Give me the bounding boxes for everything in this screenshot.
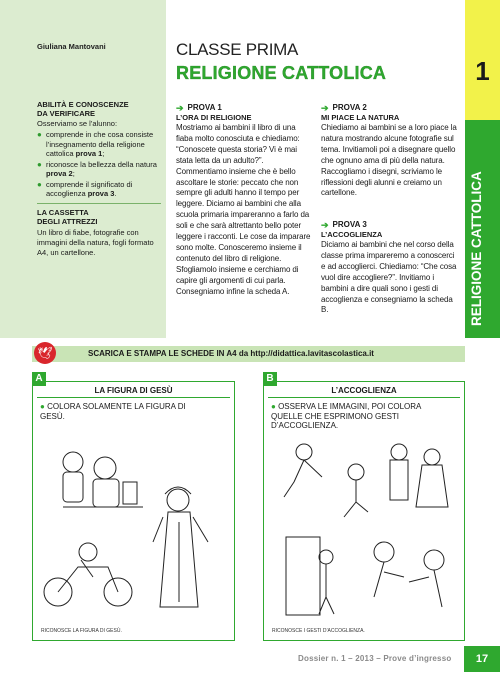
worksheet-a-title: LA FIGURA DI GESÙ <box>94 386 173 395</box>
footer-publication: Dossier n. 1 – 2013 – Prove d’ingresso <box>298 654 452 663</box>
dove-icon: 🕊 <box>34 342 56 364</box>
page-subtitle: RELIGIONE CATTOLICA <box>176 63 387 83</box>
test-1 <box>176 103 314 298</box>
bullet-icon: ● <box>37 159 42 169</box>
children-playing-drawing <box>284 444 368 517</box>
arrow-right-icon: ➔ <box>321 220 329 230</box>
motorbike-drawing <box>44 543 132 606</box>
download-banner <box>32 346 465 362</box>
abilities-list <box>37 130 161 199</box>
bullet-icon: ● <box>37 179 42 189</box>
author-name: Giuliana Mantovani <box>37 42 106 51</box>
divider <box>37 203 161 204</box>
worksheet-a-illustration <box>33 382 236 642</box>
page-title: CLASSE PRIMA <box>176 40 299 59</box>
couple-drawing <box>390 444 448 507</box>
abilities-intro: Osserviamo se l’alunno: <box>37 119 118 128</box>
bullet-icon: ● <box>37 130 42 139</box>
worksheet-a <box>32 373 235 641</box>
test-1-title: L’ORA DI RELIGIONE <box>176 113 252 122</box>
test-3-title: L’ACCOGLIENZA <box>321 230 383 239</box>
test-3-text: Diciamo ai bambini che nel corso della classe prima impareremo a conoscerci e ad accoglierci. Chiediamo: “Che cosa vuol dire accogliere?”. Invitiamo i bambini a dire quali sono i gesti di accoglienza e consegniamo la scheda B. <box>321 240 457 315</box>
list-item: ● comprende in che cosa consiste l’insegnamento della religione cattolica prova 1; <box>37 130 154 158</box>
worksheet-a-instruction: ● COLORA SOLAMENTE LA FIGURA DI GESÙ. <box>40 402 186 421</box>
test-2-text: Chiediamo ai bambini se a loro piace la natura mostrando alcune fotografie sul tema. Invitiamoli poi a disegnare quello che ognuno ama di più della natura. Raccogliamo i disegni, scriviamo le riflessioni degli alunni e creiamo un cartellone. <box>321 123 457 198</box>
chapter-number: 1 <box>475 56 490 86</box>
worksheet-b-footer: RICONOSCE I GESTI D’ACCOGLIENZA. <box>272 628 365 634</box>
materials-text: Un libro di fiabe, fotografie con immagini della natura, fogli formato A4, un cartellone. <box>37 227 154 257</box>
download-link[interactable]: SCARICA E STAMPA LE SCHEDE IN A4 da http://didattica.lavitascolastica.it <box>88 349 374 358</box>
abilities-box <box>37 100 161 258</box>
kids-fighting-drawing <box>374 542 444 607</box>
chapter-tab <box>465 0 500 338</box>
test-3-label: ➔ PROVA 3 <box>321 220 367 230</box>
worksheet-a-letter: A <box>32 372 46 386</box>
test-1-label: ➔ PROVA 1 <box>176 103 222 113</box>
materials-heading: LA CASSETTA DEGLI ATTREZZI <box>37 207 98 226</box>
abilities-heading: ABILITÀ E CONOSCENZE DA VERIFICARE <box>37 100 129 118</box>
mechanic-drawing <box>63 452 143 507</box>
arrow-right-icon: ➔ <box>176 103 184 113</box>
worksheet-b-illustration <box>264 382 466 642</box>
test-3 <box>321 220 459 316</box>
list-item: ● riconosce la bellezza della natura prova 2; <box>37 159 157 178</box>
worksheet-a-footer: RICONOSCE LA FIGURA DI GESÙ. <box>41 628 122 634</box>
chapter-vertical-label: RELIGIONE CATTOLICA <box>469 171 484 326</box>
test-2 <box>321 103 459 199</box>
test-1-text: Mostriamo ai bambini il libro di una fiaba molto conosciuta e chiediamo: “Conoscete questa storia? Vi è mai stata letta da un adulto?”. Commentiamo insieme che è bello ascoltare le storie: peccato che non sempre gli adulti hanno il tempo per leggere. Diciamo ai bambini che alla scuola primaria impareranno a farlo da soli e che sarà altrettanto bello poter leggere i racconti. Le cose da imparare sono molte. Conosceremo insieme il contenuto del libro di religione. Sfogliamolo insieme e cerchiamo di capire gli argomenti di cui parla. Consegniamo infine la scheda A. <box>176 123 311 296</box>
worksheet-b-letter: B <box>263 372 277 386</box>
page-number: 17 <box>464 646 500 672</box>
test-2-label: ➔ PROVA 2 <box>321 103 367 113</box>
worksheet-b-title: L’ACCOGLIENZA <box>331 386 397 395</box>
test-2-title: MI PIACE LA NATURA <box>321 113 400 122</box>
worksheet-b <box>263 373 465 641</box>
arrow-right-icon: ➔ <box>321 103 329 113</box>
worksheet-b-instruction: ● OSSERVA LE IMMAGINI, POI COLORA QUELLE CHE ESPRIMONO GESTI D’ACCOGLIENZA. <box>271 402 422 430</box>
jesus-drawing <box>153 487 208 607</box>
list-item: ● comprende il significato di accoglienza prova 3. <box>37 179 133 198</box>
door-drawing <box>286 537 334 615</box>
